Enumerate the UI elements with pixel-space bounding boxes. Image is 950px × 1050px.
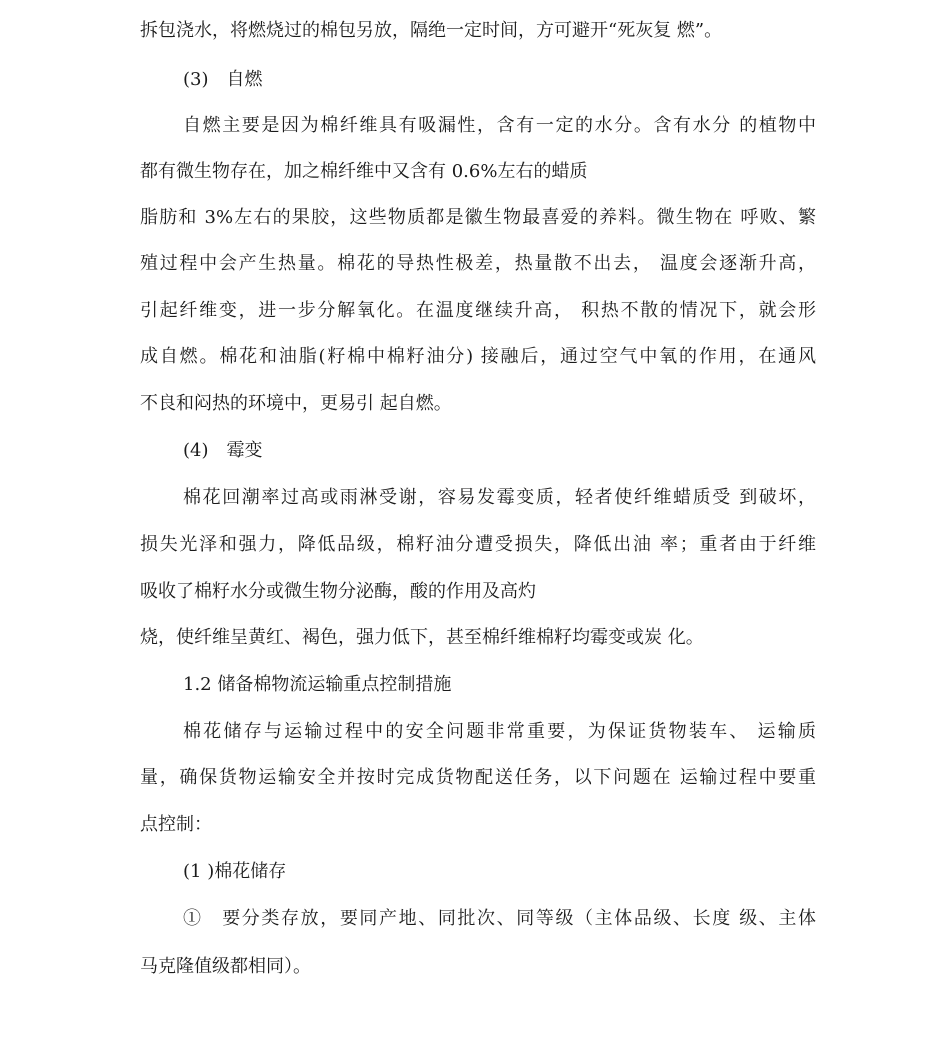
paragraph-line: 吸收了棉籽水分或微生物分泌酶，酸的作用及高灼	[140, 581, 536, 602]
paragraph-line: 都有微生物存在，加之棉纤维中又含有 0.6%左右的蜡质	[140, 161, 588, 182]
section-heading: 1.2 储备棉物流运输重点控制措施	[183, 674, 452, 695]
paragraph-line: 不良和闷热的环境中，更易引 起自燃。	[140, 393, 452, 414]
paragraph-line: 成自燃。棉花和油脂(籽棉中棉籽油分) 接融后，通过空气中氧的作用，在通风	[140, 346, 816, 367]
paragraph-line: 引起纤维变，进一步分解氧化。在温度继续升高， 积热不散的情况下，就会形	[140, 300, 816, 321]
paragraph-line: 损失光泽和强力，降低品级，棉籽油分遭受损失，降低出油 率；重者由于纤维	[140, 534, 816, 555]
paragraph-line: 殖过程中会产生热量。棉花的导热性极差，热量散不出去， 温度会逐渐升高，	[140, 253, 816, 274]
paragraph-line: 烧，使纤维呈黄红、褐色，强力低下，甚至棉纤维棉籽均霉变或炭 化。	[140, 627, 704, 648]
paragraph-line: 脂肪和 3%左右的果胶，这些物质都是徽生物最喜爱的养料。微生物在 呼败、繁	[140, 207, 816, 228]
paragraph-line: 点控制：	[140, 814, 212, 835]
section-heading: (1 )棉花储存	[183, 861, 287, 882]
paragraph-line: 棉花储存与运输过程中的安全问题非常重要，为保证货物装车、 运输质	[183, 721, 816, 742]
section-heading: (3) 自燃	[183, 69, 263, 90]
section-heading: (4) 霉变	[183, 440, 263, 461]
paragraph-line: 棉花回潮率过高或雨淋受谢，容易发霉变质，轻者使纤维蜡质受 到破坏，	[183, 487, 816, 508]
paragraph-line: 量，确保货物运输安全并按时完成货物配送任务，以下问题在 运输过程中要重	[140, 767, 816, 788]
paragraph-line: 拆包浇水，将燃烧过的棉包另放，隔绝一定时间，方可避开“死灰复 燃”。	[140, 20, 723, 41]
paragraph-line: 马克隆值级都相同）。	[140, 956, 311, 977]
paragraph-line: ① 要分类存放，要同产地、同批次、同等级（主体品级、长度 级、主体	[183, 908, 816, 929]
paragraph-line: 自燃主要是因为棉纤维具有吸漏性，含有一定的水分。含有水分 的植物中	[183, 115, 816, 136]
